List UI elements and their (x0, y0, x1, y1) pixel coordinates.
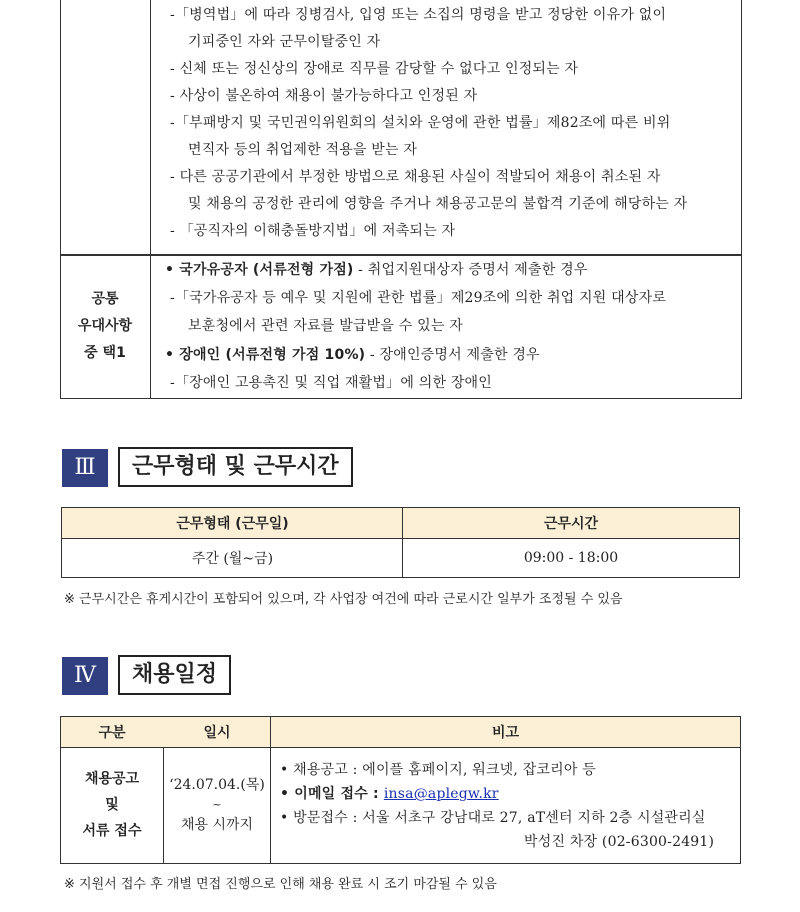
table-divider (60, 254, 741, 256)
preference-line: -「장애인 고용촉진 및 직업 재활법」에 의한 장애인 (170, 375, 492, 391)
eligibility-line: -「부패방지 및 국민권익위원회의 설치와 운영에 관한 법률」제82조에 따른 비위 (170, 115, 671, 131)
email-link[interactable]: insa@aplegw.kr (383, 786, 499, 802)
preference-item-desc: - 취업지원대상자 증명서 제출한 경우 (353, 262, 588, 278)
eligibility-line: - 다른 공공기관에서 부정한 방법으로 채용된 사실이 적발되어 채용이 취소된 자 (170, 169, 661, 185)
remark-line: 박성진 차장 (02-6300-2491) (524, 834, 715, 850)
preference-category: 중 택1 (84, 345, 126, 361)
eligibility-line: 기피중인 자와 군무이탈중인 자 (188, 34, 381, 50)
eligibility-line: - 「공직자의 이해충돌방지법」에 저촉되는 자 (170, 223, 456, 239)
preference-item (165, 345, 540, 365)
preference-category: 우대사항 (77, 318, 133, 334)
section-title: 근무형태 및 근무시간 (118, 447, 353, 487)
category-line: 및 (105, 797, 119, 813)
section-title: 채용일정 (118, 655, 231, 695)
preference-item (165, 260, 588, 280)
eligibility-line: -「병역법」에 따라 징병검사, 입영 또는 소집의 명령을 받고 정당한 이유가 없이 (170, 7, 667, 23)
date-line: 채용 시까지 (180, 817, 254, 833)
eligibility-line: 및 채용의 공정한 관리에 영향을 주거나 채용공고문의 불합격 기준에 해당하는 자 (188, 196, 688, 212)
preference-line: -「국가유공자 등 예우 및 지원에 관한 법률」제29조에 의한 취업 지원 대상자로 (170, 290, 667, 306)
email-label: • 이메일 접수 : (280, 786, 384, 802)
eligibility-line: - 사상이 불온하여 채용이 불가능하다고 인정된 자 (170, 88, 478, 104)
date-line: ~ (212, 798, 222, 811)
table-cell: 주간 (월~금) (61, 538, 403, 578)
preference-item-title: • 국가유공자 (서류전형 가점) (165, 262, 354, 278)
preference-item-title: • 장애인 (서류전형 가점 10%) (165, 347, 366, 363)
schedule-note: ※ 지원서 접수 후 개별 면접 진행으로 인해 채용 완료 시 조기 마감될 수 있음 (64, 877, 497, 892)
table-cell: 09:00 - 18:00 (402, 538, 740, 578)
section-number: Ⅲ (62, 449, 108, 487)
date-line: ‘24.07.04.(목) (169, 777, 265, 793)
table-divider (150, 0, 151, 398)
remark-line: • 채용공고 : 에이플 홈페이지, 워크넷, 잡코리아 등 (280, 762, 596, 778)
preference-item-desc: - 장애인증명서 제출한 경우 (365, 347, 540, 363)
preference-category: 공통 (91, 291, 119, 307)
table-header: 구분 (60, 716, 164, 748)
eligibility-line: 면직자 등의 취업제한 적용을 받는 자 (188, 142, 418, 158)
eligibility-line: - 신체 또는 정신상의 장애로 직무를 감당할 수 없다고 인정되는 자 (170, 61, 579, 77)
table-cell (163, 747, 271, 864)
table-header: 근무시간 (402, 507, 740, 539)
table-cell (60, 747, 164, 864)
table-header: 일시 (163, 716, 271, 748)
remark-line: • 방문접수 : 서울 서초구 강남대로 27, aT센터 지하 2층 시설관리실 (280, 810, 706, 826)
category-line: 채용공고 (84, 771, 140, 787)
table-header: 근무형태 (근무일) (61, 507, 403, 539)
preference-line: 보훈청에서 관련 자료를 발급받을 수 있는 자 (188, 318, 463, 334)
table-header: 비고 (270, 716, 741, 748)
category-line: 서류 접수 (82, 823, 142, 839)
remark-line (280, 784, 499, 804)
work-hours-note: ※ 근무시간은 휴게시간이 포함되어 있으며, 각 사업장 여건에 따라 근로시간 일부가 조정될 수 있음 (64, 592, 623, 607)
section-number: Ⅳ (62, 657, 108, 695)
